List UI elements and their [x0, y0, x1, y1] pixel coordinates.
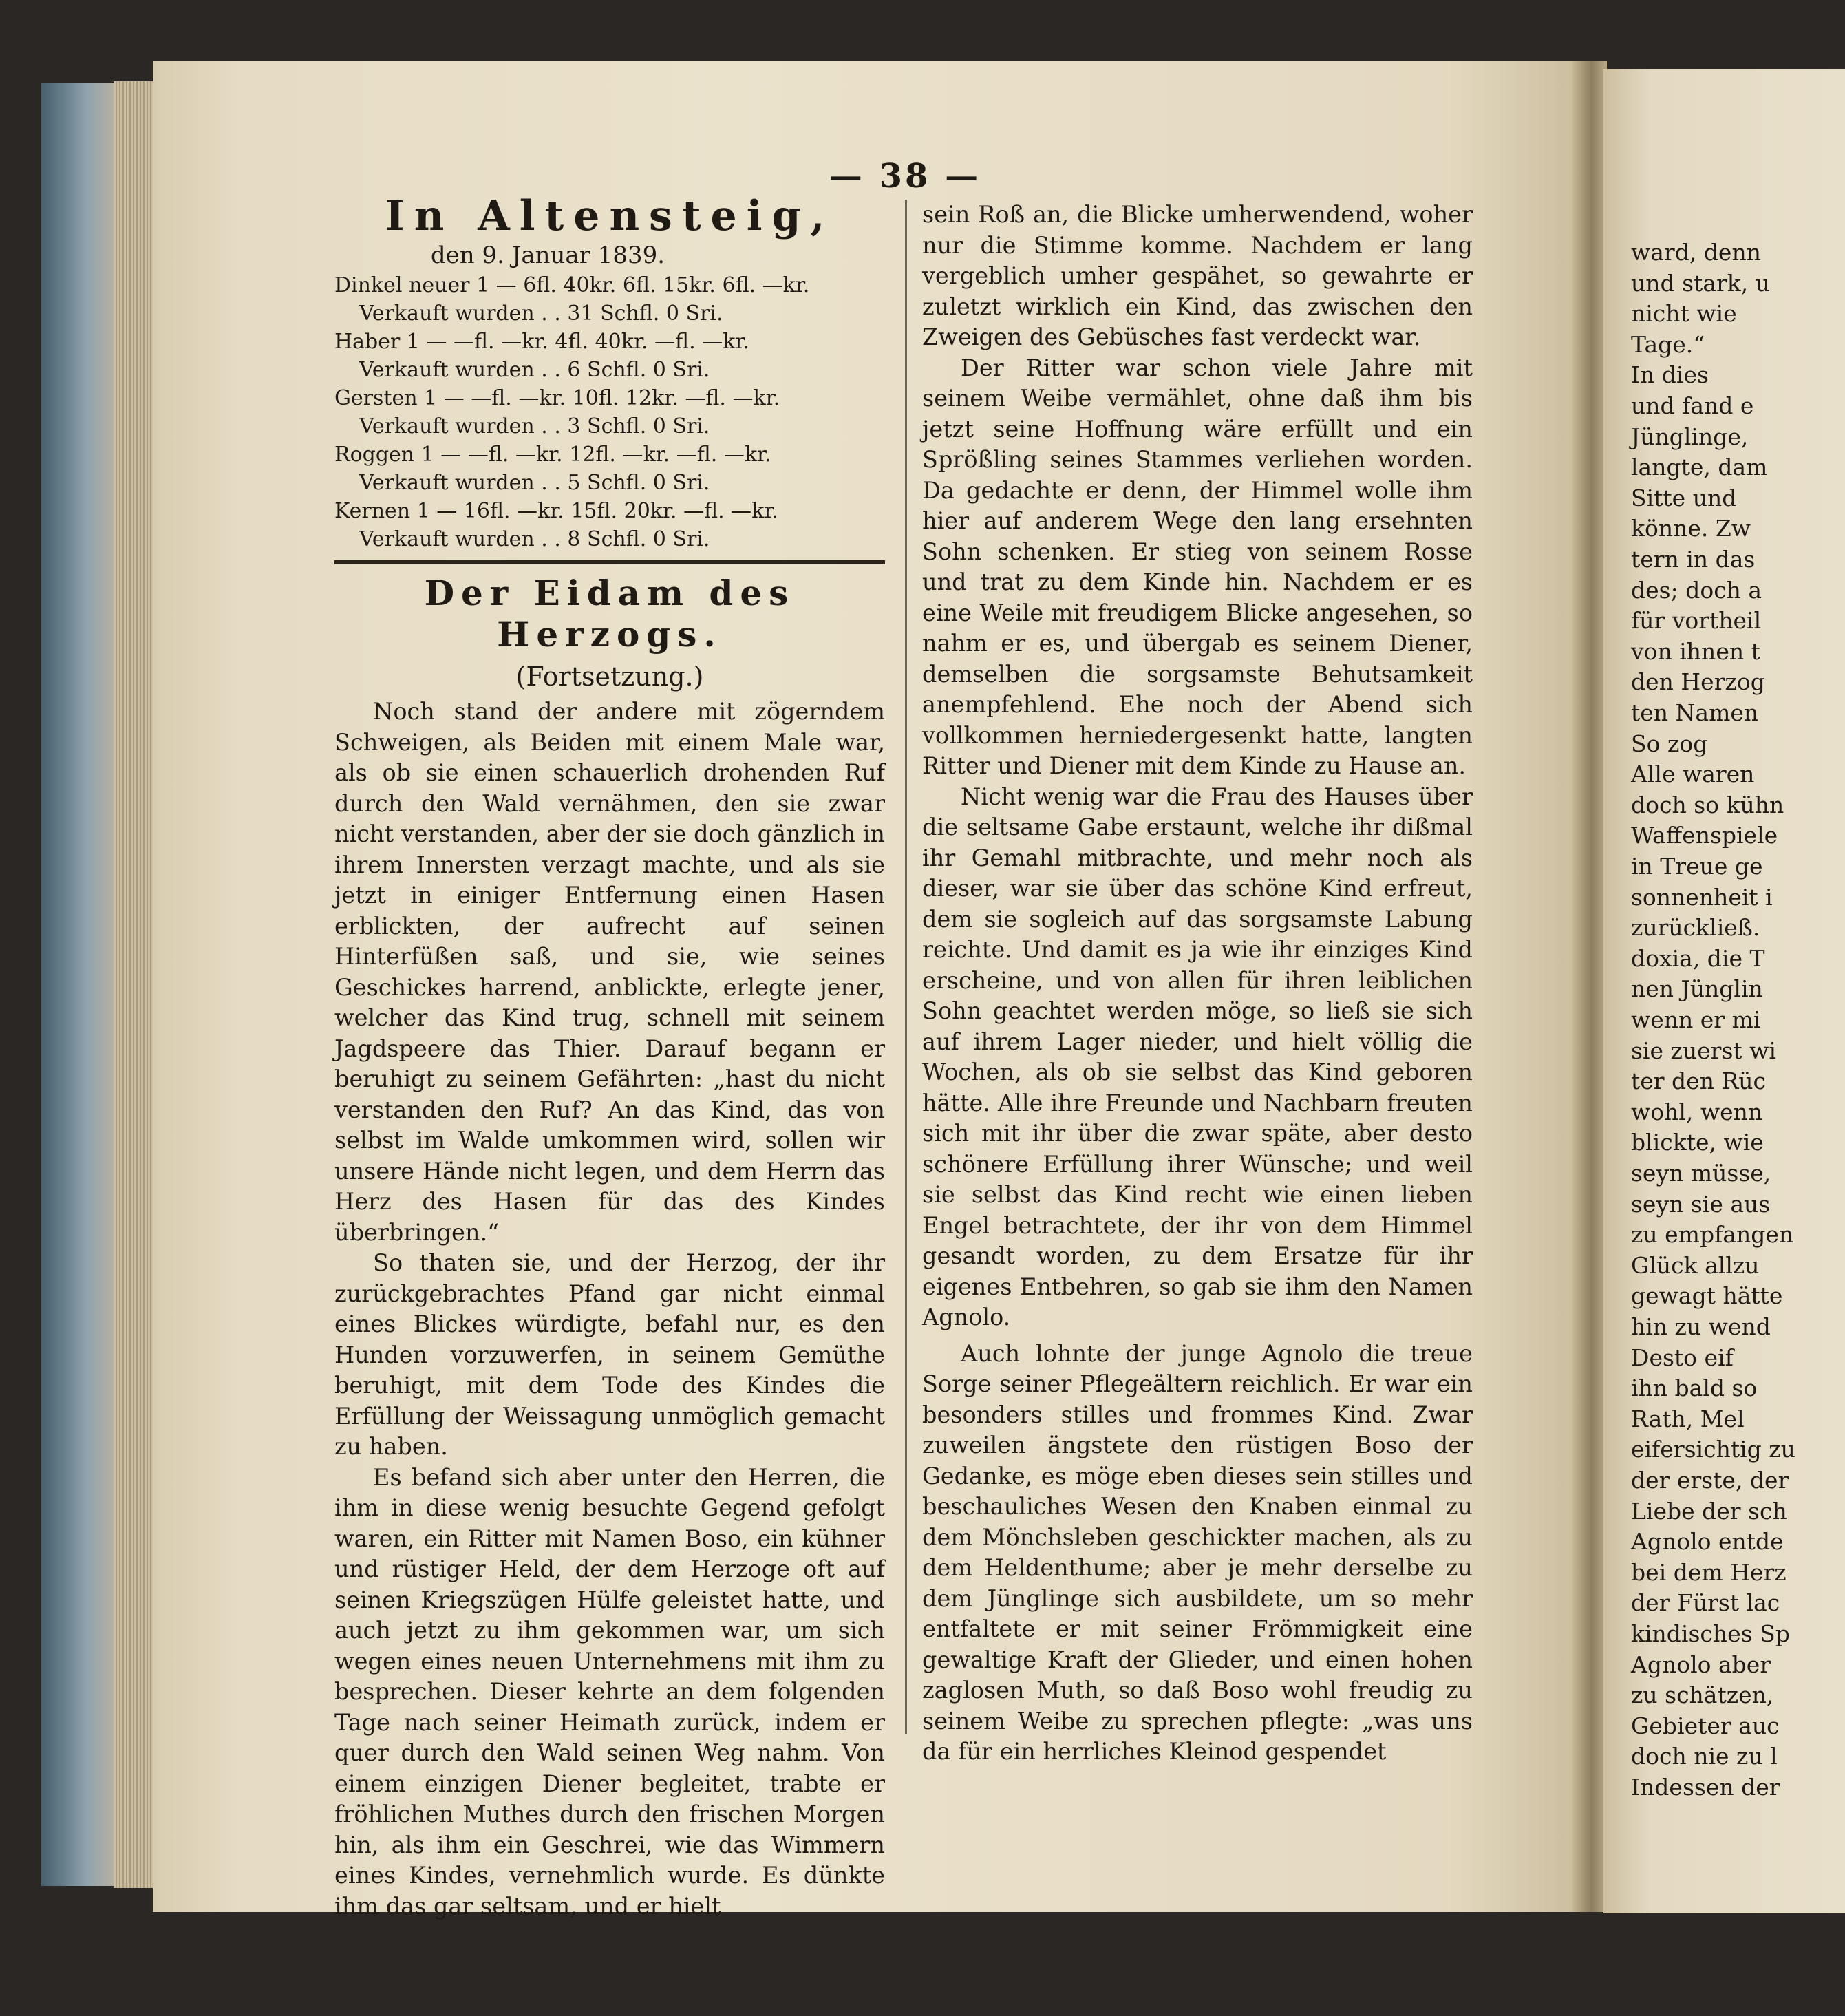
page-number: — 38 —: [829, 157, 981, 195]
market-row: Gersten 1 — —fl. —kr. 10fl. 12kr. —fl. —kr.: [334, 386, 780, 410]
fragment-line: Agnolo entde: [1631, 1528, 1784, 1556]
fragment-line: und fand e: [1631, 392, 1754, 419]
market-price-table: [334, 271, 885, 553]
fragment-line: doch nie zu l: [1631, 1743, 1778, 1770]
paragraph: So thaten sie, und der Herzog, der ihr zurückgebrachtes Pfand gar nicht einmal eines Blickes würdigte, befahl nur, es den Hunden vorzuwerfen, in seinem Gemüthe beruhigt, mit dem Tode des Kindes die Erfüllung der Weissagung unmöglich gemacht zu haben.: [334, 1249, 885, 1460]
fragment-line: und stark, u: [1631, 269, 1770, 297]
column-divider: [905, 200, 907, 1734]
fragment-line: hin zu wend: [1631, 1313, 1771, 1340]
fragment-line: langte, dam: [1631, 454, 1768, 481]
fragment-line: doch so kühn: [1631, 791, 1784, 818]
market-row: Verkauft wurden . . 8 Schfl. 0 Sri.: [359, 527, 710, 551]
fragment-line: für vortheil: [1631, 607, 1762, 635]
fragment-line: von ihnen t: [1631, 637, 1760, 665]
fragment-line: den Herzog: [1631, 668, 1765, 696]
fragment-line: Waffenspiele: [1631, 822, 1778, 849]
fragment-line: sie zuerst wi: [1631, 1037, 1776, 1064]
paragraph: Es befand sich aber unter den Herren, die ihm in diese wenig besuchte Gegend gefolgt waren, ein Ritter mit Namen Boso, ein kühner und rüstiger Held, der dem Herzoge oft auf seinen Kriegszügen Hülfe geleistet hatte, und auch jetzt zu ihm gekommen war, um sich wegen eines neuen Unternehmens mit ihm zu besprechen. Dieser kehrte an dem folgenden Tage nach seiner Heimath zurück, indem er quer durch den Wald seinen Weg nahm. Von einem einzigen Diener begleitet, trabte er fröhlichen Muthes durch den frischen Morgen hin, als ihm ein Geschrei, wie das Wimmern eines Kindes, vernehmlich wurde. Es dünkte ihm das gar seltsam, und er hielt: [334, 1463, 885, 1920]
fragment-line: sonnenheit i: [1631, 883, 1773, 911]
story-subtitle: (Fortsetzung.): [515, 661, 704, 692]
book-gutter: [1572, 61, 1607, 1912]
fragment-line: wohl, wenn: [1631, 1098, 1763, 1125]
fragment-line: In dies: [1631, 361, 1709, 389]
section-rule: [334, 560, 885, 564]
market-row: Verkauft wurden . . 3 Schfl. 0 Sri.: [359, 414, 710, 438]
page-edges: [114, 81, 155, 1888]
left-column: [334, 194, 885, 1922]
fragment-line: könne. Zw: [1631, 515, 1751, 542]
market-row: Roggen 1 — —fl. —kr. 12fl. —kr. —fl. —kr.: [334, 443, 771, 467]
fragment-line: Indessen der: [1631, 1774, 1780, 1801]
fragment-line: in Treue ge: [1631, 853, 1763, 880]
fragment-line: Liebe der sch: [1631, 1497, 1787, 1525]
fragment-line: wenn er mi: [1631, 1006, 1761, 1033]
paragraph: Auch lohnte der junge Agnolo die treue Sorge seiner Pflegeältern reichlich. Er war ein besonders stilles und frommes Kind. Zwar zuweilen ängstete den rüstigen Boso der Gedanke, es möge eben dieses sein stilles und beschauliches Wesen den Knaben einmal zu dem Mönchsleben geschickter machen, als zu dem Heldenthume; aber je mehr derselbe zu dem Jünglinge sich ausbildete, um so mehr entfaltete er mit seiner Frömmigkeit eine gewaltige Kraft der Glieder, und einen hohen zaglosen Muth, so daß Boso wohl freudig zu seinem Weibe zu sprechen pflegte: „was uns da für ein herrliches Kleinod gespendet: [922, 1339, 1473, 1765]
fragment-line: bei dem Herz: [1631, 1558, 1787, 1586]
right-column: [922, 200, 1473, 1768]
fragment-line: nicht wie: [1631, 300, 1737, 328]
fragment-line: Gebieter auc: [1631, 1712, 1780, 1739]
market-row: Dinkel neuer 1 — 6fl. 40kr. 6fl. 15kr. 6fl. —kr.: [334, 273, 810, 297]
fragment-line: des; doch a: [1631, 576, 1762, 604]
market-row: Kernen 1 — 16fl. —kr. 15fl. 20kr. —fl. —kr.: [334, 499, 778, 523]
fragment-line: eifersichtig zu: [1631, 1436, 1795, 1463]
market-row: Verkauft wurden . . 31 Schfl. 0 Sri.: [359, 301, 723, 326]
fragment-line: seyn müsse,: [1631, 1160, 1771, 1187]
market-row: Haber 1 — —fl. —kr. 4fl. 40kr. —fl. —kr.: [334, 330, 749, 354]
fragment-line: gewagt hätte: [1631, 1282, 1783, 1310]
fragment-line: blickte, wie: [1631, 1129, 1764, 1156]
fragment-line: Desto eif: [1631, 1344, 1734, 1371]
market-report-heading: In Altensteig,: [385, 192, 835, 240]
fragment-line: Sitte und: [1631, 484, 1737, 511]
market-report-date: den 9. Januar 1839.: [430, 242, 665, 269]
fragment-line: kindisches Sp: [1631, 1620, 1790, 1647]
fragment-line: der Fürst lac: [1631, 1589, 1780, 1617]
fragment-line: ter den Rüc: [1631, 1068, 1767, 1095]
fragment-line: tern in das: [1631, 546, 1756, 573]
story-title: Der Eidam des Herzogs.: [424, 573, 796, 655]
fragment-line: Agnolo aber: [1631, 1651, 1771, 1678]
right-page-fragment: [1603, 69, 1845, 1913]
paragraph: Der Ritter war schon viele Jahre mit seinem Weibe vermählet, ohne daß ihm bis jetzt seine Hoffnung wäre erfüllt und ein Sprößling seines Stammes verliehen worden. Da gedachte er denn, der Himmel wolle ihm hier auf anderem Wege den lang ersehnten Sohn schenken. Er stieg von seinem Rosse und trat zu dem Kinde hin. Nachdem er es eine Weile mit freudigem Blicke angesehen, so nahm er es, und übergab es seinem Diener, demselben die sorgsamste Behutsamkeit anempfehlend. Ehe noch der Abend sich vollkommen herniedergesenkt hatte, langten Ritter und Diener mit dem Kinde zu Hause an.: [922, 354, 1473, 779]
fragment-line: So zog: [1631, 730, 1708, 757]
fragment-line: Tage.“: [1631, 330, 1705, 358]
fragment-line: ten Namen: [1631, 699, 1759, 726]
paragraph: sein Roß an, die Blicke umherwendend, woher nur die Stimme komme. Nachdem er lang vergeblich umher gespähet, so gewahrte er zuletzt wirklich ein Kind, das zwischen den Zweigen des Gebüsches fast verdeckt war.: [922, 201, 1473, 350]
fragment-line: zurückließ.: [1631, 914, 1760, 942]
fragment-line: doxia, die T: [1631, 944, 1765, 972]
fragment-line: Alle waren: [1631, 761, 1755, 788]
book-spine-binding: [41, 83, 117, 1886]
fragment-line: zu empfangen: [1631, 1221, 1794, 1249]
fragment-line: der erste, der: [1631, 1467, 1789, 1494]
fragment-line: zu schätzen,: [1631, 1681, 1774, 1709]
fragment-line: Rath, Mel: [1631, 1405, 1745, 1432]
paragraph: Noch stand der andere mit zögerndem Schweigen, als Beiden mit einem Male war, als ob sie einen schauerlich drohenden Ruf durch den Wald vernähmen, den sie zwar nicht verstanden, aber der sie doch gänzlich in ihrem Innersten verzagt machte, und als sie jetzt in einiger Entfernung einen Hasen erblickten, der aufrecht auf seinen Hinterfüßen saß, und sie, wie seines Geschickes harrend, anblickte, erlegte jener, welcher das Kind trug, schnell mit seinem Jagdspeere das Thier. Darauf begann er beruhigt zu seinem Gefährten: „hast du nicht verstanden den Ruf? An das Kind, das von selbst im Walde umkommen wird, sollen wir unsere Hände nicht legen, und dem Herrn das Herz des Hasen für das des Kindes überbringen.“: [334, 698, 886, 1246]
fragment-line: Glück allzu: [1631, 1251, 1760, 1279]
fragment-line: Jünglinge,: [1631, 423, 1749, 450]
fragment-line: nen Jünglin: [1631, 975, 1763, 1003]
market-row: Verkauft wurden . . 6 Schfl. 0 Sri.: [359, 358, 710, 382]
paragraph: Nicht wenig war die Frau des Hauses über die seltsame Gabe erstaunt, welche ihr dißmal ihr Gemahl mitbrachte, und mehr noch als dieser, war sie über das schöne Kind erfreut, dem sie sogleich auf das sorgsamste Labung reichte. Und damit es ja wie ihr einziges Kind erscheine, und von allen für ihren leiblichen Sohn geachtet werden möge, so ließ sie sich auf ihrem Lager nieder, und hielt völlig die Wochen, als ob sie selbst das Kind geboren hätte. Alle ihre Freunde und Nachbarn freuten sich mit ihr über die zwar späte, aber desto schönere Erfüllung ihrer Wünsche; und weil sie selbst das Kind recht wie einen lieben Engel betrachtete, der ihr von dem Himmel gesandt worden, zu dem Ersatze für ihr eigenes Entbehren, so gab sie ihm den Namen Agnolo.: [922, 783, 1473, 1330]
fragment-line: ihn bald so: [1631, 1375, 1758, 1402]
fragment-line: seyn sie aus: [1631, 1190, 1771, 1218]
fragment-line: ward, denn: [1631, 239, 1761, 266]
market-row: Verkauft wurden . . 5 Schfl. 0 Sri.: [359, 471, 710, 495]
